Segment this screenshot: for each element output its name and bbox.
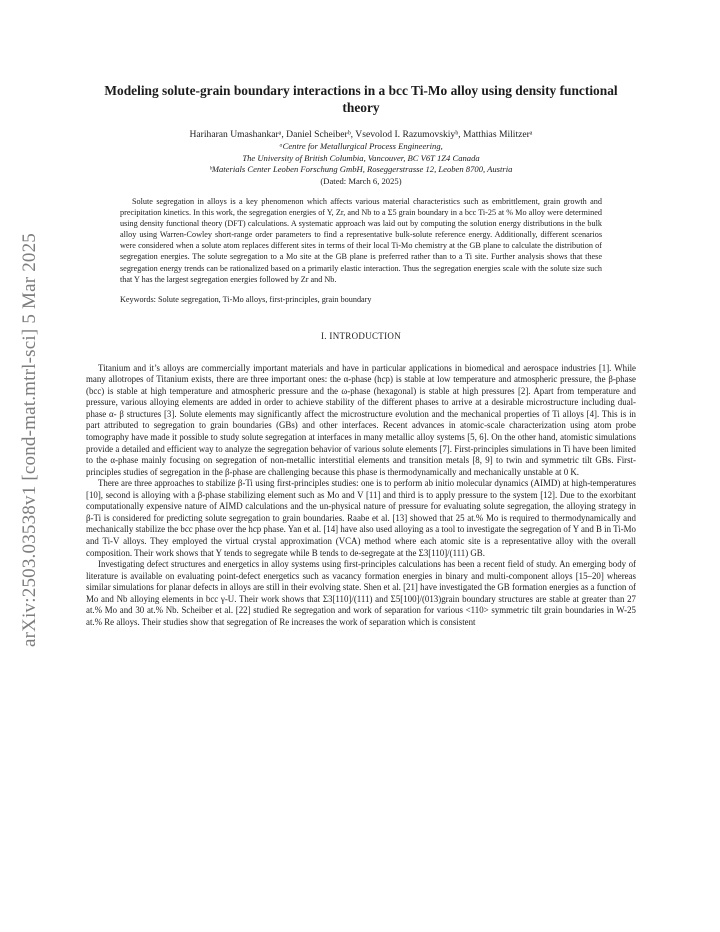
- arxiv-sidebar: [10, 200, 50, 680]
- affiliation-3: ᵇMaterials Center Leoben Forschung GmbH, Roseggerstrasse 12, Leoben 8700, Austria: [209, 164, 513, 174]
- abstract: Solute segregation in alloys is a key phenomenon which affects various material characteristics such as embrittlement, grain growth and precipitation kinetics. In this work, the segregation energies of Y, Zr, and Nb to a Σ5 grain boundary in a bcc Ti-25 at % Mo alloy were determined using density functional theory (DFT) calculations. A systematic approach was laid out by computing the solution energy distributions in the bulk alloy using Warren-Cowley short-range order parameters to find a representative bulk-solute reference energy. Additionally, different scenarios were considered when a solute atom replaces different sites in terms of their local Ti-Mo chemistry at the GB plane to calculate the distribution of segregation energies. The solute segregation to a Mo site at the GB plane is preferred rather than to a Ti site. Further analysis shows that these segregation energy trends can be rationalized based on a primarily elastic interaction. Thus the segregation energies scale with the solute size such that Y has the largest segregation energies followed by Zr and Nb.: [120, 197, 602, 284]
- dated-line: (Dated: March 6, 2025): [320, 175, 402, 186]
- section-heading: I. INTRODUCTION: [321, 330, 401, 341]
- author-list: Hariharan Umashankarᵃ, Daniel Scheiberᵇ, Vsevolod I. Razumovskiyᵇ, Matthias Militzerᵃ: [189, 129, 533, 140]
- affiliation-1: ᵃCentre for Metallurgical Process Engineering,: [279, 141, 443, 151]
- arxiv-identifier: arXiv:2503.03538v1 [cond-mat.mtrl-sci] 5 Mar 2025: [19, 233, 40, 647]
- body-paragraph-1: Titanium and it’s alloys are commercially important materials and have in particular applications in biomedical and aerospace industries [1]. While many allotropes of Titanium exists, there are three important ones: the α-phase (hcp) is stable at low temperature and atmospheric pressure, the β-phase (bcc) is stable at high temperature and atmospheric pressure and the ω-phase (hexagonal) is stable at high pressures [2]. Apart from temperature and pressure, various alloying elements are added in order to achieve stability of the different phases to arrive at a desirable microstructure including dual-phase α- β structures [3]. Solute elements may significantly affect the microstructure evolution and the mechanical properties of Ti alloys [4]. This is in part attributed to segregation to grain boundaries (GBs) and other interfaces. Recent advances in atomic-scale characterization using atom probe tomography have made it possible to study solute segregation at interfaces in many metallic alloy systems [5, 6]. On the other hand, atomistic simulations provide a detailed and efficient way to analyze the segregation behavior of various solute elements [7]. First-principles simulations in Ti have been limited to the α-phase mainly focusing on segregation of non-metallic interstitial elements and transition metals [8, 9] to twin and symmetric tilt GBs. First-principles studies of segregation in the β-phase are challenging because this phase is thermodynamically and mechanically unstable at 0 K.: [86, 362, 636, 477]
- affiliation-2: The University of British Columbia, Vancouver, BC V6T 1Z4 Canada: [242, 152, 480, 163]
- keywords: Keywords: Solute segregation, Ti-Mo alloys, first-principles, grain boundary: [120, 294, 372, 304]
- paper-page: [86, 0, 636, 628]
- paper-title: Modeling solute-grain boundary interactions in a bcc Ti-Mo alloy using density functional theory: [104, 83, 618, 115]
- body-paragraph-3: Investigating defect structures and energetics in alloy systems using first-principles calculations has been a recent field of study. An emerging body of literature is available on evaluating point-defect energetics such as vacancy formation energies in binary and multi-component alloys [15–20] whereas similar simulations for planar defects in alloys are still in their evolving state. Shen et al. [21] have investigated the GB formation energies as a function of Mo and Nb alloying elements in bcc γ-U. Their work shows that Σ3[110]/(111) and Σ5[100]/(013)grain boundary structures are stable at greater than 27 at.% Mo and 30 at.% Nb. Scheiber et al. [22] studied Re segregation and work of separation for various <110> symmetric tilt grain boundaries in W-25 at.% Re alloys. Their studies show that segregation of Re increases the work of separation which is consistent: [86, 559, 636, 627]
- body-paragraph-2: There are three approaches to stabilize β-Ti using first-principles studies: one is to perform ab initio molecular dynamics (AIMD) at high-temperatures [10], second is alloying with a β-phase stabilizing element such as Mo and V [11] and third is to apply pressure to the system [12]. Due to the exorbitant computationally expensive nature of AIMD calculations and the un-physical nature of pressure for evaluating solute segregation, the alloying strategy in β-Ti is considered for predicting solute segregation to grain boundaries. Raabe et al. [13] showed that 25 at.% Mo is required to thermodynamically and mechanically stabilize the bcc phase over the hcp phase. Yan et al. [14] have also used alloying as a tool to investigate the segregation of Y and B in Ti-Mo and Ti-V alloys. They employed the virtual crystal approximation (VCA) method where each atomic site is a representative alloy with the overall composition. Their work shows that Y tends to segregate while B tends to de-segregate at the Σ3[110]/(111) GB.: [86, 478, 636, 558]
